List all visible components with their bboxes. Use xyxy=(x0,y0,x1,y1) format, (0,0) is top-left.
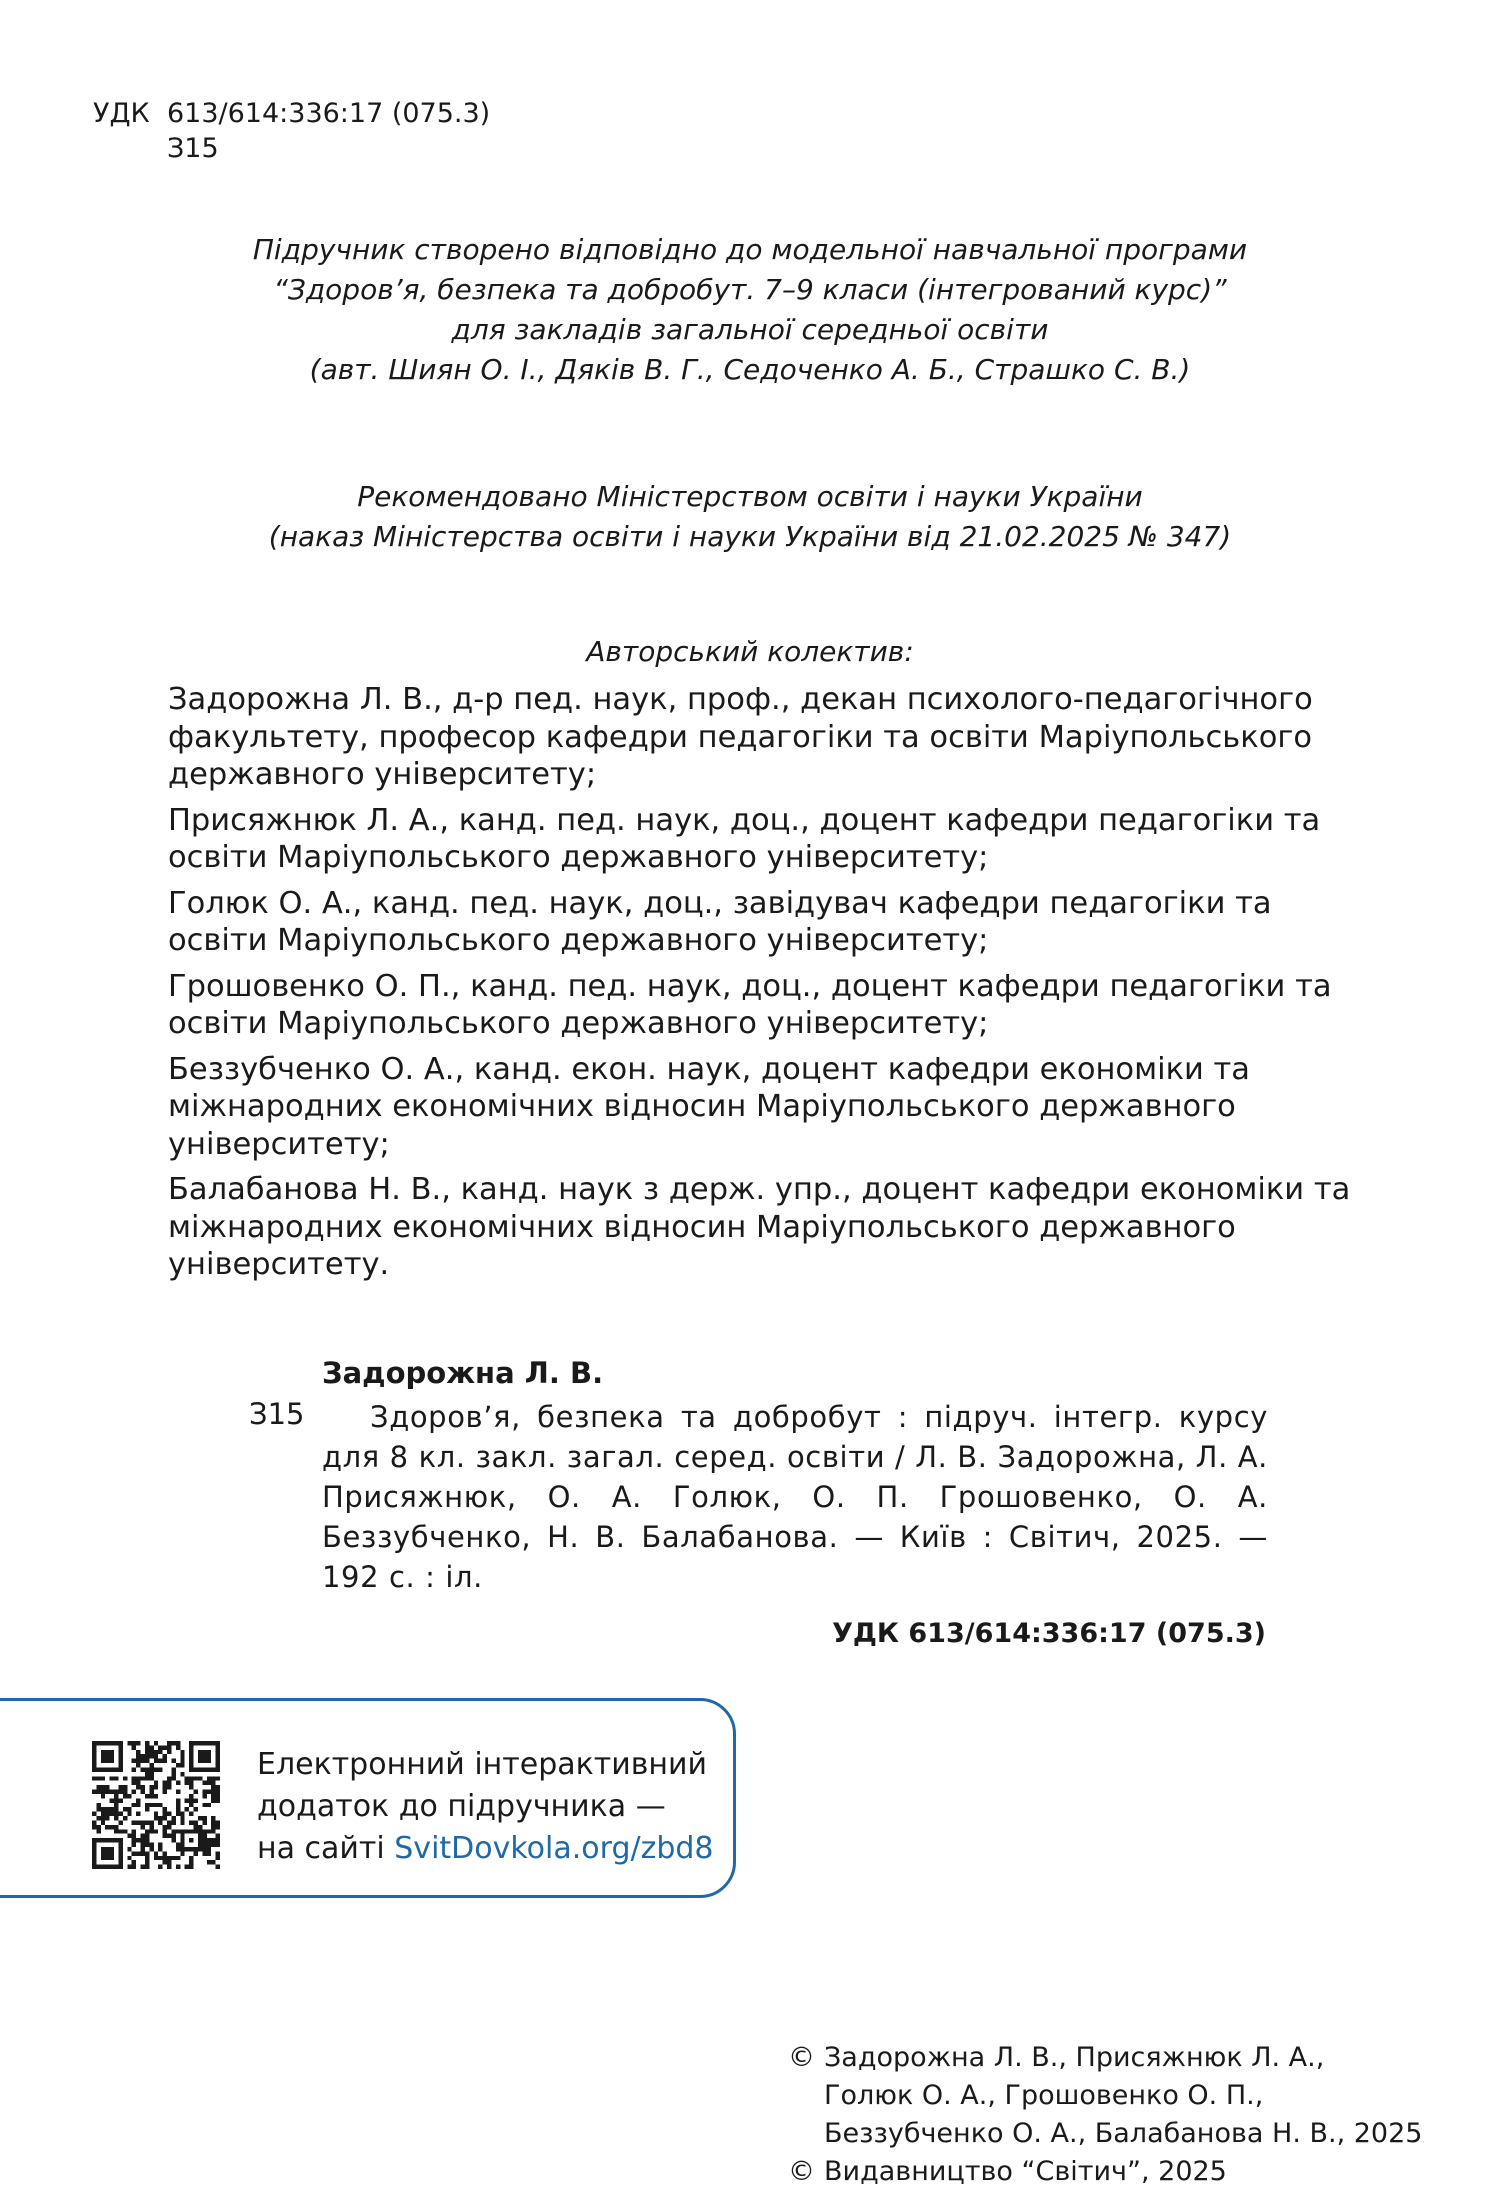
recommendation-line: Рекомендовано Міністерством освіти і науки України xyxy=(357,480,1143,513)
program-note xyxy=(0,230,1500,390)
author-entry: Задорожна Л. В., д-р пед. наук, проф., декан психолого-педагогічного факультету, професор кафедри педагогіки та освіти Маріупольського державного університету; xyxy=(168,682,1313,792)
author-entry: Присяжнюк Л. А., канд. пед. наук, доц., доцент кафедри педагогіки та освіти Маріупольського державного університету; xyxy=(168,802,1321,875)
copyright-authors xyxy=(788,2039,1422,2153)
supplement-line xyxy=(257,1828,714,1870)
authors-list xyxy=(168,681,1368,1292)
recommendation xyxy=(0,477,1500,557)
supplement-link[interactable]: SvitDovkola.org/zbd8 xyxy=(394,1831,714,1866)
bibliography-index: З15 xyxy=(249,1397,305,1431)
bibliography-description: Здоров’я, безпека та добробут : підруч. інтегр. курсу для 8 кл. закл. загал. серед. освіти / Л. В. Задорожна, Л. А. Присяжнюк, О. А. Голюк, О. П. Грошовенко, О. А. Беззубченко, Н. В. Балабанова. — Київ : Світич, 2025. — 192 с. : іл. xyxy=(322,1400,1268,1594)
copyright-authors-line: Беззубченко О. А., Балабанова Н. В., 2025 xyxy=(824,2118,1423,2149)
author-entry: Голюк О. А., канд. пед. наук, доц., завідувач кафедри педагогіки та освіти Маріупольського державного університету; xyxy=(168,885,1272,958)
author-entry: Грошовенко О. П., канд. пед. наук, доц., доцент кафедри педагогіки та освіти Маріупольського державного університету; xyxy=(168,968,1332,1041)
author-entry: Балабанова Н. В., канд. наук з держ. упр., доцент кафедри економіки та міжнародних економічних відносин Маріупольського державного університету. xyxy=(168,1172,1351,1282)
bibliography-udk: УДК 613/614:336:17 (075.3) xyxy=(832,1618,1266,1649)
copyright-symbol: © xyxy=(788,2042,815,2073)
program-note-line: для закладів загальної середньої освіти xyxy=(451,313,1049,346)
program-note-line: (авт. Шиян О. І., Дяків В. Г., Седоченко А. Б., Страшко С. В.) xyxy=(309,353,1191,386)
recommendation-line: (наказ Міністерства освіти і науки України від 21.02.2025 № 347) xyxy=(268,520,1232,553)
authors-heading: Авторський колектив: xyxy=(586,635,914,668)
copyright-publisher-text: Видавництво “Світич”, 2025 xyxy=(824,2156,1227,2187)
supplement-line-prefix: на сайті xyxy=(257,1831,395,1866)
bibliography-author: Задорожна Л. В. xyxy=(322,1356,604,1390)
udk-label: УДК xyxy=(93,98,150,129)
supplement-line: додаток до підручника — xyxy=(257,1789,666,1824)
copyright-publisher xyxy=(788,2153,1422,2191)
program-note-line: “Здоров’я, безпека та добробут. 7–9 класи (інтегрований курс)” xyxy=(273,273,1227,306)
qr-code-icon[interactable] xyxy=(92,1741,220,1869)
supplement-line: Електронний інтерактивний xyxy=(257,1747,708,1782)
copyright-block xyxy=(788,2039,1422,2191)
copyright-symbol: © xyxy=(788,2156,815,2187)
supplement-text xyxy=(257,1744,714,1870)
udk-index: З15 xyxy=(167,133,219,164)
udk-code: 613/614:336:17 (075.3) xyxy=(167,98,491,129)
copyright-authors-line: Задорожна Л. В., Присяжнюк Л. А., xyxy=(824,2042,1325,2073)
author-entry: Беззубченко О. А., канд. екон. наук, доцент кафедри економіки та міжнародних економічних відносин Маріупольського державного університету; xyxy=(168,1051,1250,1162)
copyright-authors-line: Голюк О. А., Грошовенко О. П., xyxy=(824,2080,1264,2111)
program-note-line: Підручник створено відповідно до модельної навчальної програми xyxy=(252,233,1248,266)
